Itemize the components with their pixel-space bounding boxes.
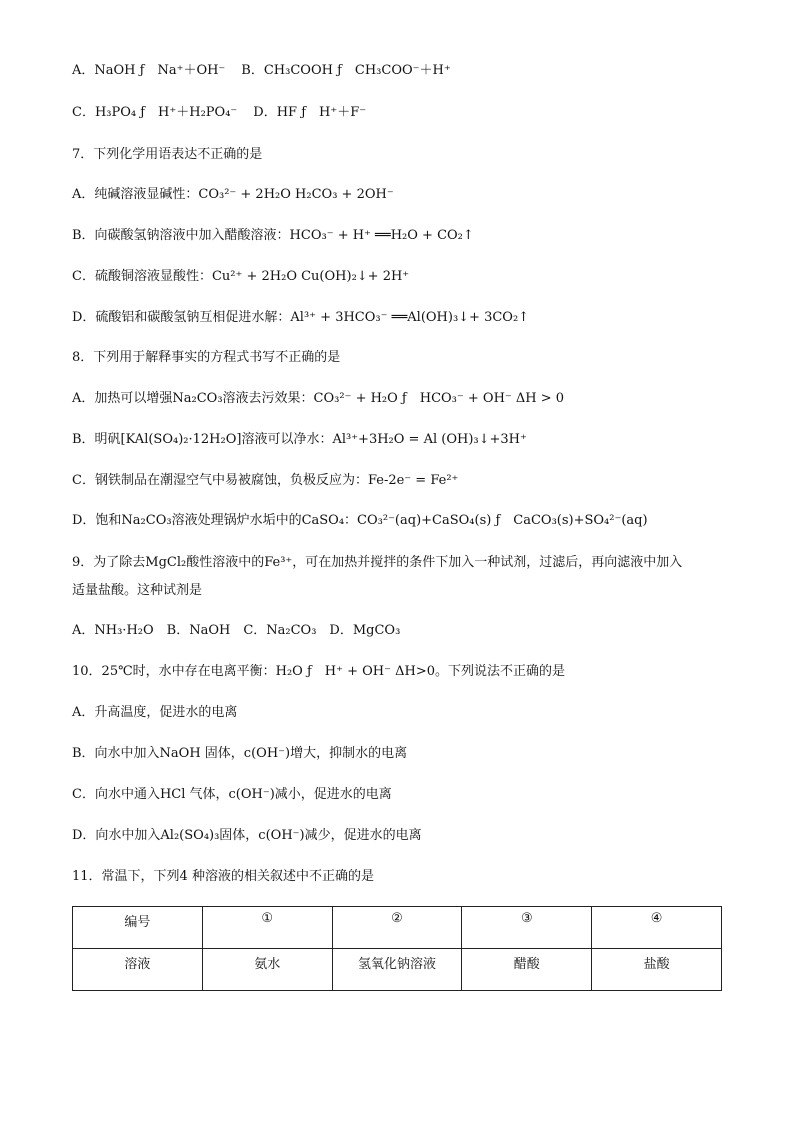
table-cell: 醋酸 [462,949,592,991]
q8-option-a: A．加热可以增强Na₂CO₃溶液去污效果：CO₃²⁻ + H₂O ƒ HCO₃⁻ + OH⁻ ΔH > 0 [72,391,565,406]
q8-option-b: B．明矾[KAl(SO₄)₂·12H₂O]溶液可以净水：Al³⁺+3H₂O = Al (OH)₃↓+3H⁺ [72,432,527,447]
question-8: 8．下列用于解释事实的方程式书写不正确的是 [72,350,341,365]
q8-option-c: C．钢铁制品在潮湿空气中易被腐蚀，负极反应为：Fe-2e⁻ = Fe²⁺ [72,473,459,488]
table-cell: 氨水 [202,949,332,991]
q7-option-a: A．纯碱溶液显碱性：CO₃²⁻ + 2H₂O H₂CO₃ + 2OH⁻ [72,187,394,202]
table-row [73,949,722,991]
q7-option-c: C．硫酸铜溶液显酸性：Cu²⁺ + 2H₂O Cu(OH)₂↓+ 2H⁺ [72,269,410,284]
question-7: 7．下列化学用语表达不正确的是 [72,147,263,162]
table-cell: 溶液 [73,949,203,991]
table-cell: 编号 [73,907,203,949]
option-c: C．H₃PO₄ ƒ H⁺＋H₂PO₄⁻ [72,105,238,120]
q6-options-cd [72,104,366,122]
option-a: A．NaOH ƒ Na⁺＋OH⁻ [72,63,226,78]
q10-option-d: D．向水中加入Al₂(SO₄)₃固体，c(OH⁻)减少，促进水的电离 [72,828,422,843]
table-cell: ③ [462,907,592,949]
question-11: 11．常温下，下列4 种溶液的相关叙述中不正确的是 [72,869,374,884]
q9-options: A．NH₃·H₂O B．NaOH C．Na₂CO₃ D．MgCO₃ [72,623,401,638]
q8-option-d: D．饱和Na₂CO₃溶液处理锅炉水垢中的CaSO₄：CO₃²⁻(aq)+CaSO₄(s) ƒ CaCO₃(s)+SO₄²⁻(aq) [72,513,648,528]
solution-table [72,906,722,991]
q10-option-a: A．升高温度，促进水的电离 [72,705,238,720]
question-10: 10．25℃时，水中存在电离平衡：H₂O ƒ H⁺ + OH⁻ ΔH>0。下列说法不正确的是 [72,664,566,679]
q10-option-b: B．向水中加入NaOH 固体，c(OH⁻)增大，抑制水的电离 [72,746,408,761]
table-cell: 氢氧化钠溶液 [332,949,462,991]
q10-option-c: C．向水中通入HCl 气体，c(OH⁻)减小，促进水的电离 [72,787,392,802]
table-cell: ② [332,907,462,949]
option-b: B．CH₃COOH ƒ CH₃COO⁻＋H⁺ [241,63,451,78]
q7-option-d: D．硫酸铝和碳酸氢钠互相促进水解：Al³⁺ + 3HCO₃⁻ ══Al(OH)₃↓+ 3CO₂↑ [72,310,530,325]
table-cell: 盐酸 [592,949,722,991]
question-9: 9．为了除去MgCl₂酸性溶液中的Fe³⁺，可在加热并搅拌的条件下加入一种试剂，过滤后，再向滤液中加入 [72,555,683,570]
option-d: D．HF ƒ H⁺＋F⁻ [253,105,367,120]
table-cell: ① [202,907,332,949]
q6-options-ab [72,62,451,80]
question-9-continued: 适量盐酸。这种试剂是 [72,583,203,598]
table-cell: ④ [592,907,722,949]
table-row [73,907,722,949]
q7-option-b: B．向碳酸氢钠溶液中加入醋酸溶液：HCO₃⁻ + H⁺ ══H₂O + CO₂↑ [72,228,474,243]
